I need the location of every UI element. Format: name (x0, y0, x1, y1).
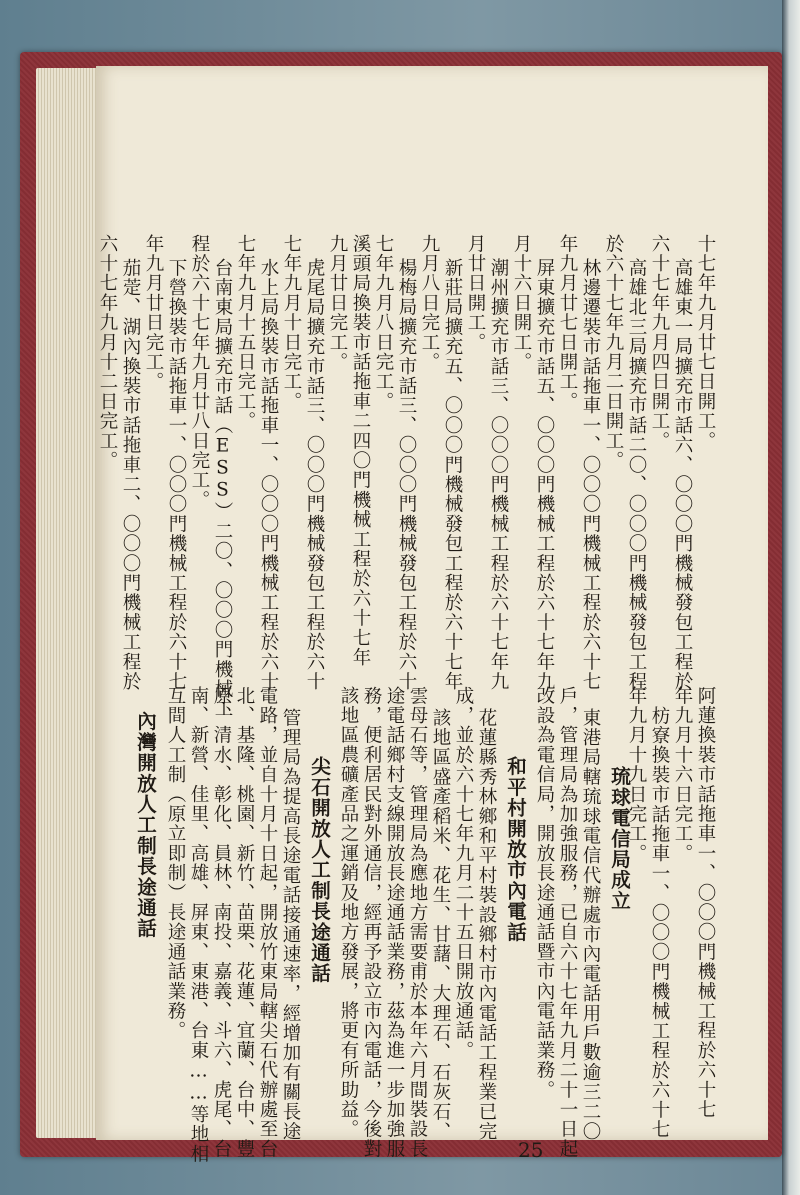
section-heading: 尖石開放人工制長途通話 (308, 756, 331, 984)
text-column: 互間人工制（原立即制）長途通話業務。 (165, 686, 186, 1041)
text-column: 電路，並自十月十日起，開放竹東局轄尖石代辦處至台 (257, 686, 278, 1159)
text-column: 東港局轄琉球電信代辦處市內電話用戶數逾三二〇 (580, 708, 601, 1142)
text-column: 月廿日開工。 (465, 234, 486, 353)
text-column: 屏東擴充市話五、〇〇〇門機械工程於六十七年九 (534, 258, 555, 692)
section-heading: 琉球電信局成立 (608, 766, 631, 911)
text-column: 水上局換裝市話拖車一、〇〇〇門機械工程於六十 (258, 258, 279, 692)
text-column: 七年九月十五日完工。 (235, 234, 256, 431)
text-column: 茄萣、湖內換裝市話拖車二、〇〇〇門機械工程於 (120, 258, 141, 692)
text-column: 原、清水、彰化、員林、南投、嘉義、斗六、虎尾、台 (211, 686, 232, 1159)
section-heading: 內灣開放人工制長途通話 (134, 711, 157, 939)
text-column: 年九月廿日完工。 (143, 234, 164, 392)
text-column: 七年九月十日完工。 (281, 234, 302, 412)
text-column: 南、新營、佳里、高雄、屏東、東港、台東……等地相 (188, 686, 209, 1164)
text-column: 途電話鄉村支線開放長途通話業務，茲為進一步加強服 (384, 686, 405, 1159)
text-column: 花蓮縣秀林鄉和平村裝設鄉村市內電話工程業已完 (476, 708, 497, 1142)
text-column: 六十七年九月四日開工。 (649, 234, 670, 451)
page-stack-edge (36, 68, 98, 1138)
text-column: 程於六十七年九月廿八日完工。 (189, 234, 210, 510)
text-column: 月十六日開工。 (511, 234, 532, 372)
book-page (96, 66, 768, 1164)
section-heading: 和平村開放市內電話 (504, 756, 527, 943)
text-column: 年九月十九日完工。 (626, 686, 647, 864)
text-column: 十七年九月廿七日開工。 (695, 234, 716, 451)
text-column: 潮州擴充市話三、〇〇〇門機械工程於六十七年九 (488, 258, 509, 692)
text-column: 枋寮換裝市話拖車一、〇〇〇門機械工程於六十七 (649, 706, 670, 1140)
text-column: 楊梅局擴充市話三、〇〇〇門機械發包工程於六十 (396, 258, 417, 692)
text-column: 九月八日完工。 (419, 234, 440, 372)
text-column: 戶，管理局為加強服務，已自六十七年九月二十一日起 (557, 686, 578, 1159)
page-number: 25 (518, 1138, 544, 1162)
text-column: 台南東局擴充市話（ESS）二〇、〇〇〇門機械工 (212, 258, 233, 719)
text-column: 七年九月八日完工。 (373, 234, 394, 412)
text-column: 年九月十六日完工。 (672, 686, 693, 864)
text-column: 北、基隆、桃園、新竹、苗栗、花蓮、宜蘭、台中、豐 (234, 686, 255, 1159)
adjacent-page-edge (782, 0, 800, 1195)
text-column: 於六十七年九月二日開工。 (603, 234, 624, 471)
text-column: 虎尾局擴充市話三、〇〇〇門機械發包工程於六十 (304, 258, 325, 692)
text-column: 年九月廿七日開工。 (557, 234, 578, 412)
text-column: 管理局為提高長途電話接通速率，經增加有關長途 (280, 708, 301, 1142)
text-column: 高雄東一局擴充市話六、〇〇〇門機械發包工程於 (672, 258, 693, 692)
text-column: 務，便利居民對外通信，經再予設立市內電話，今後對 (361, 686, 382, 1159)
text-column: 林邊遷裝市話拖車一、〇〇〇門機械工程於六十七 (580, 258, 601, 692)
text-column: 下營換裝市話拖車一、〇〇〇門機械工程於六十七 (166, 258, 187, 692)
text-column: 改設為電信局，開放長途通話暨市內電話業務。 (534, 686, 555, 1100)
text-column: 六十七年九月十二日完工。 (97, 234, 118, 471)
text-column: 阿蓮換裝市話拖車一、〇〇〇門機械工程於六十七 (695, 686, 716, 1120)
text-column: 雲母石等，管理局為應地方需要甫於本年六月間裝設長 (407, 686, 428, 1159)
text-column: 溪頭局換裝市話拖車二四〇門機械工程於六十七年 (350, 234, 371, 668)
text-column: 九月廿日完工。 (327, 234, 348, 372)
text-column: 該地區農礦產品之運銷及地方發展，將更有所助益。 (338, 686, 359, 1140)
text-column: 新莊局擴充五、〇〇〇門機械發包工程於六十七年 (442, 258, 463, 692)
text-column: 成，並於六十七年九月二十五日開放通話。 (453, 686, 474, 1061)
text-column: 高雄北三局擴充市話二〇、〇〇〇門機械發包工程 (626, 258, 647, 692)
text-column: 該地區盛產稻米、花生、甘藷、大理石、石灰石、 (430, 708, 451, 1142)
